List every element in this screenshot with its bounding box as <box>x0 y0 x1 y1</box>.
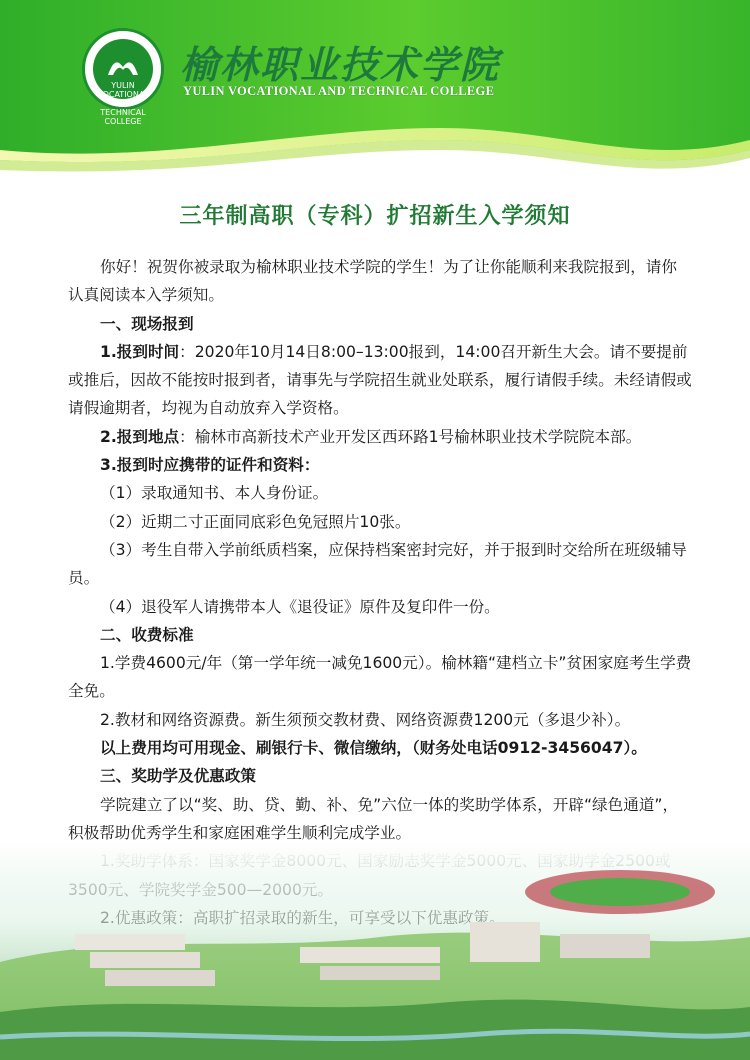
campus-illustration <box>0 842 750 1060</box>
registration-time-text: ：2020年10月14日8:00–13:00报到，14:00召开新生大会。请不要提前或推后，因故不能按时报到者，请事先与学院招生就业处联系，履行请假手续。未经请假或请假逾期者，均视为自动放弃入学资格。 <box>68 342 692 418</box>
section-heading-registration: 一、现场报到 <box>100 314 194 333</box>
registration-place <box>68 423 692 451</box>
registration-place-text: ：榆林市高新技术产业开发区西环路1号榆林职业技术学院院本部。 <box>179 427 642 446</box>
college-name-en: YULIN VOCATIONAL AND TECHNICAL COLLEGE <box>183 84 495 98</box>
greeting: 你好！祝贺你被录取为榆林职业技术学院的学生！为了让你能顺利来我院报到，请你认真阅读本入学须知。 <box>68 258 677 305</box>
mountain-icon <box>107 55 139 77</box>
logo-text: YULIN VOCATIONAL AND TECHNICAL COLLEGE <box>97 81 149 126</box>
aid-intro: 学院建立了以“奖、助、贷、勤、补、免”六位一体的奖助学体系，开辟“绿色通道”，积极帮助优秀学生和家庭困难学生顺利完成学业。 <box>68 795 679 842</box>
payment-methods: 以上费用均可用现金、刷银行卡、微信缴纳，（财务处电话0912-3456047）。 <box>100 739 647 758</box>
fee-materials: 2.教材和网络资源费。新生须预交教材费、网络资源费1200元（多退少补）。 <box>100 710 631 729</box>
notice-body <box>68 253 692 932</box>
fee-tuition: 1.学费4600元/年（第一学年统一减免1600元）。榆林籍“建档立卡”贫困家庭考生学费全免。 <box>68 654 692 701</box>
registration-time <box>68 338 692 423</box>
section-heading-aid: 三、奖助学及优惠政策 <box>100 767 256 786</box>
page-title: 三年制高职（专科）扩招新生入学须知 <box>179 204 571 229</box>
document-item: （1）录取通知书、本人身份证。 <box>100 484 329 503</box>
section-heading-fees: 二、收费标准 <box>100 625 194 644</box>
document-item: （2）近期二寸正面同底彩色免冠照片10张。 <box>100 512 411 531</box>
document-item: （4）退役军人请携带本人《退役证》原件及复印件一份。 <box>100 597 500 616</box>
registration-time-label: 1.报到时间 <box>100 342 180 361</box>
registration-place-label: 2.报到地点 <box>100 427 180 446</box>
logo-emblem <box>93 39 153 126</box>
documents-heading: 3.报到时应携带的证件和资料： <box>100 456 320 475</box>
college-name-cn: 榆林职业技术学院 <box>180 42 501 87</box>
document-item: （3）考生自带入学前纸质档案，应保持档案密封完好，并于报到时交给所在班级辅导员。 <box>68 540 687 588</box>
college-logo <box>82 28 164 126</box>
